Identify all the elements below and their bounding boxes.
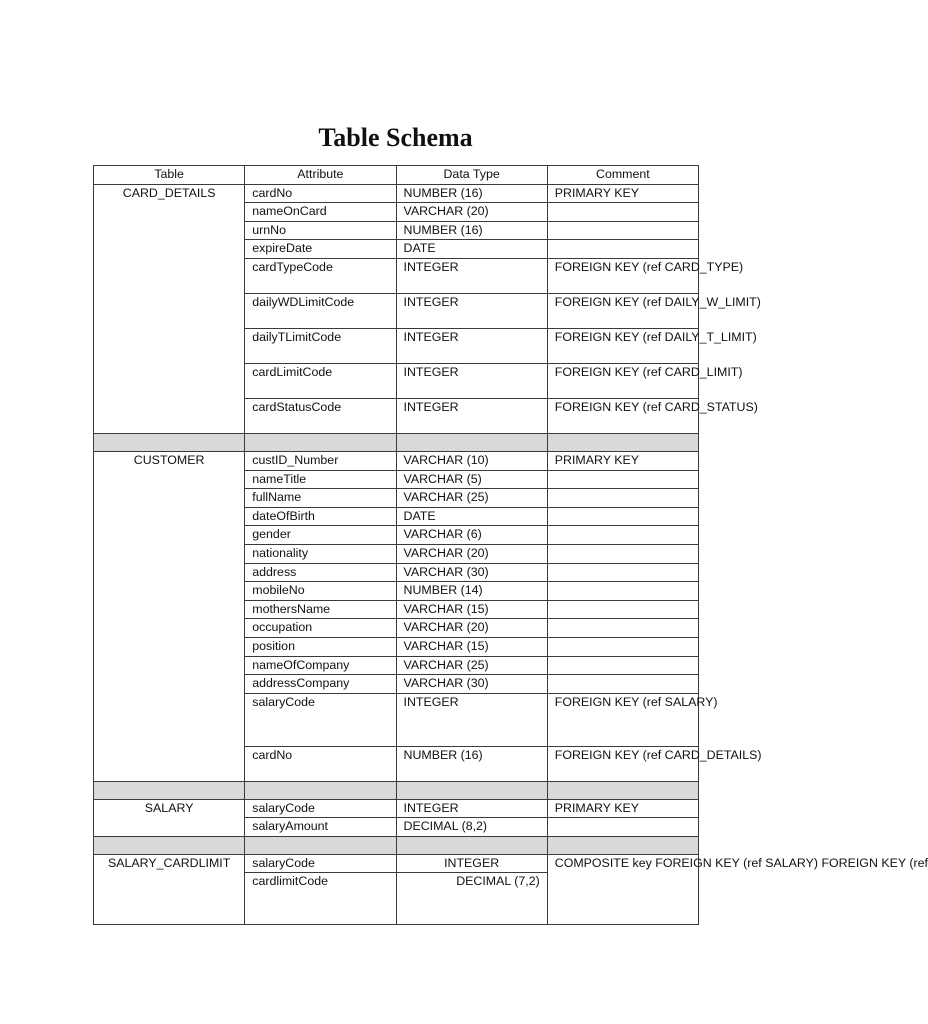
attribute-cell: cardStatusCode — [245, 398, 396, 433]
type-cell: VARCHAR (30) — [396, 675, 547, 694]
type-cell: NUMBER (16) — [396, 184, 547, 203]
type-cell: DATE — [396, 507, 547, 526]
table-row — [94, 799, 699, 818]
type-cell: VARCHAR (5) — [396, 470, 547, 489]
comment-cell: PRIMARY KEY — [547, 184, 698, 203]
type-cell: INTEGER — [396, 398, 547, 433]
comment-cell — [547, 563, 698, 582]
type-cell: INTEGER — [396, 854, 547, 873]
attribute-cell: occupation — [245, 619, 396, 638]
comment-cell: COMPOSITE key FOREIGN KEY (ref SALARY) FOREIGN KEY (ref — [547, 854, 698, 925]
header-attribute: Attribute — [245, 166, 396, 185]
comment-cell — [547, 526, 698, 545]
comment-cell: FOREIGN KEY (ref CARD_DETAILS) — [547, 746, 698, 781]
comment-cell: FOREIGN KEY (ref CARD_STATUS) — [547, 398, 698, 433]
comment-cell: PRIMARY KEY — [547, 799, 698, 818]
attribute-cell: nameTitle — [245, 470, 396, 489]
attribute-cell: cardLimitCode — [245, 363, 396, 398]
attribute-cell: nameOnCard — [245, 203, 396, 222]
table-name-card-details: CARD_DETAILS — [94, 184, 245, 433]
attribute-cell: address — [245, 563, 396, 582]
page-title: Table Schema — [318, 123, 473, 152]
separator-row — [94, 836, 699, 854]
attribute-cell: salaryCode — [245, 799, 396, 818]
attribute-cell: fullName — [245, 489, 396, 508]
attribute-cell: cardNo — [245, 184, 396, 203]
comment-cell — [547, 637, 698, 656]
attribute-cell: gender — [245, 526, 396, 545]
attribute-cell: dateOfBirth — [245, 507, 396, 526]
attribute-cell: nationality — [245, 544, 396, 563]
separator-row — [94, 433, 699, 451]
comment-cell: FOREIGN KEY (ref DAILY_T_LIMIT) — [547, 328, 698, 363]
attribute-cell: cardlimitCode — [245, 873, 396, 925]
type-cell: DECIMAL (7,2) — [396, 873, 547, 925]
attribute-cell: mobileNo — [245, 582, 396, 601]
type-cell: INTEGER — [396, 258, 547, 293]
table-row — [94, 854, 699, 873]
header-comment: Comment — [547, 166, 698, 185]
type-cell: VARCHAR (20) — [396, 544, 547, 563]
attribute-cell: cardNo — [245, 746, 396, 781]
table-row — [94, 184, 699, 203]
type-cell: DATE — [396, 240, 547, 259]
attribute-cell: position — [245, 637, 396, 656]
header-table: Table — [94, 166, 245, 185]
comment-cell — [547, 507, 698, 526]
type-cell: NUMBER (16) — [396, 221, 547, 240]
attribute-cell: nameOfCompany — [245, 656, 396, 675]
comment-cell — [547, 582, 698, 601]
comment-cell — [547, 240, 698, 259]
type-cell: VARCHAR (6) — [396, 526, 547, 545]
comment-cell: FOREIGN KEY (ref CARD_TYPE) — [547, 258, 698, 293]
type-cell: DECIMAL (8,2) — [396, 818, 547, 837]
schema-table — [93, 165, 928, 925]
type-cell: VARCHAR (20) — [396, 203, 547, 222]
comment-cell: PRIMARY KEY — [547, 451, 698, 470]
attribute-cell: dailyWDLimitCode — [245, 293, 396, 328]
attribute-cell: cardTypeCode — [245, 258, 396, 293]
table-name-customer: CUSTOMER — [94, 451, 245, 781]
type-cell: VARCHAR (20) — [396, 619, 547, 638]
type-cell: NUMBER (16) — [396, 746, 547, 781]
attribute-cell: expireDate — [245, 240, 396, 259]
attribute-cell: dailyTLimitCode — [245, 328, 396, 363]
type-cell: VARCHAR (25) — [396, 656, 547, 675]
table-row — [94, 451, 699, 470]
header-data-type: Data Type — [396, 166, 547, 185]
type-cell: VARCHAR (10) — [396, 451, 547, 470]
comment-cell — [547, 600, 698, 619]
attribute-cell: addressCompany — [245, 675, 396, 694]
comment-cell — [547, 489, 698, 508]
comment-cell — [547, 221, 698, 240]
comment-cell: FOREIGN KEY (ref DAILY_W_LIMIT) — [547, 293, 698, 328]
type-cell: INTEGER — [396, 328, 547, 363]
type-cell: INTEGER — [396, 293, 547, 328]
type-cell: INTEGER — [396, 693, 547, 746]
comment-cell: FOREIGN KEY (ref SALARY) — [547, 693, 698, 746]
comment-cell — [547, 544, 698, 563]
type-cell: INTEGER — [396, 799, 547, 818]
table-name-salary: SALARY — [94, 799, 245, 836]
type-cell: INTEGER — [396, 363, 547, 398]
type-cell: VARCHAR (30) — [396, 563, 547, 582]
comment-cell — [547, 470, 698, 489]
comment-cell — [547, 818, 698, 837]
comment-cell — [547, 203, 698, 222]
table-name-salary-cardlimit: SALARY_CARDLIMIT — [94, 854, 245, 925]
attribute-cell: salaryCode — [245, 693, 396, 746]
type-cell: NUMBER (14) — [396, 582, 547, 601]
comment-cell — [547, 619, 698, 638]
attribute-cell: custID_Number — [245, 451, 396, 470]
comment-cell — [547, 656, 698, 675]
comment-cell — [547, 675, 698, 694]
type-cell: VARCHAR (25) — [396, 489, 547, 508]
attribute-cell: urnNo — [245, 221, 396, 240]
type-cell: VARCHAR (15) — [396, 600, 547, 619]
attribute-cell: salaryCode — [245, 854, 396, 873]
comment-cell: FOREIGN KEY (ref CARD_LIMIT) — [547, 363, 698, 398]
type-cell: VARCHAR (15) — [396, 637, 547, 656]
attribute-cell: salaryAmount — [245, 818, 396, 837]
separator-row — [94, 781, 699, 799]
header-row — [94, 166, 699, 185]
attribute-cell: mothersName — [245, 600, 396, 619]
